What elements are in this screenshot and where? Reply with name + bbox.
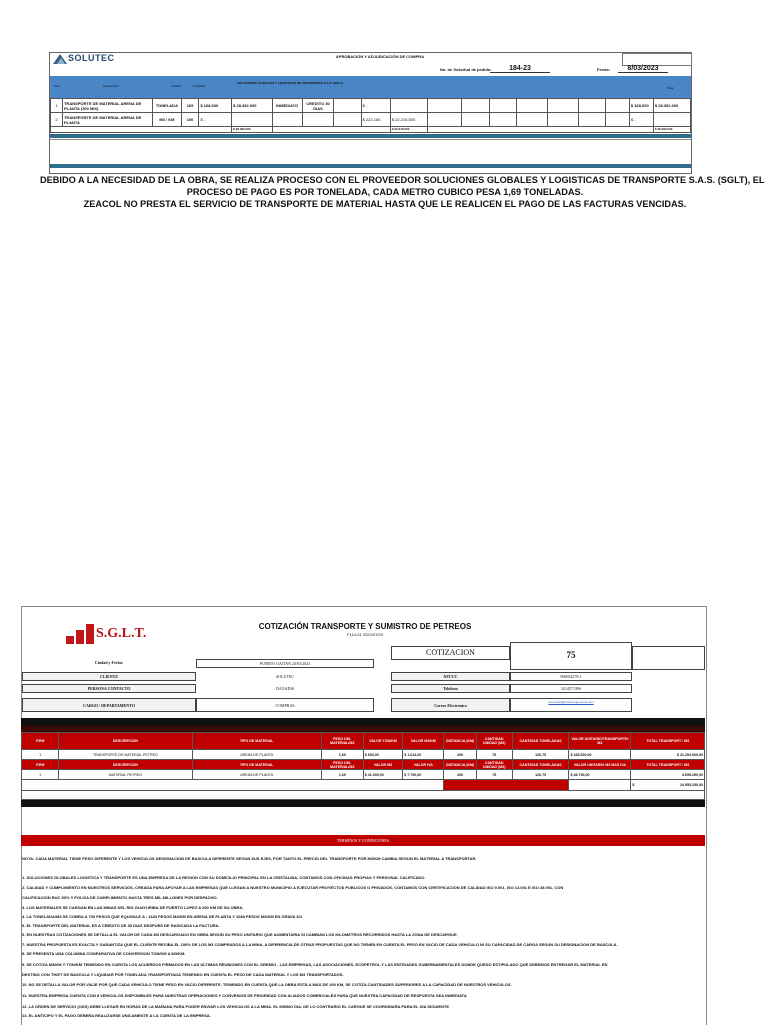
col-valor-m3: VALOR M3/KM <box>403 733 444 750</box>
table-row <box>51 99 691 113</box>
term-item: 3. LOS MATERIALES SE CARGAN EN LAS MINAS DEL RIO GUAYURIBA DE PUERTO LOPEZ A 200 KM DE SU OBRA. <box>22 905 244 910</box>
terms-title: TERMINOS Y CONDICIONES <box>336 838 390 843</box>
sglt-logo-text: S.G.L.T. <box>96 626 147 641</box>
cell-distancia: 200 <box>444 750 476 760</box>
col2-total: TOTAL TRANSPORT / M3 <box>631 760 705 770</box>
sglt-logo-icon <box>66 622 94 644</box>
quotation-title: COTIZACIÓN TRANSPORTE Y SUMISTRO DE PETREOS <box>258 622 472 631</box>
col-tipo-material: TIPO DE MATERIAL <box>192 733 321 750</box>
quotation-subtitle: F114-01 2022/07/29 <box>347 632 383 637</box>
info-value-contact: DAGADIS <box>276 686 294 691</box>
description-cell: TRANSPORTE DE MATERIAL ARENA DE PLANTA (300 MIX) <box>62 99 152 113</box>
cell2-distancia: 200 <box>444 770 476 780</box>
cell2-valor-iva: $ 7.790,00 <box>403 770 444 780</box>
quotation-number: 75 <box>566 650 576 660</box>
col2-cantidad-ton: CANTIDAD TONELADAS <box>512 760 569 770</box>
term-item: 2. CALIDAD Y CUMPLIMIENTO EN NUESTROS SERVICIOS, CREADA PARA APOYAR A LAS EMPRESAS QUE LLEGAN A NUESTRO MUNICIPIO A EJECUTAR PROYECTOS PUBLICOS O PRIVADOS, CONTAMOS CON CERTIFICACION DE CALIDAD ISO 9.001, ISO 14.001 E ISO 45.001, CON <box>22 885 564 890</box>
col-descripcion: DESCRIPCION <box>59 733 192 750</box>
term-item: 8. SE PRESENTA UNA COLUMNA COMPARATIVA DE CONVERSION TON/KM A M3/KM. <box>22 951 186 956</box>
cell-valor-m3: $ 1.014,00 <box>403 750 444 760</box>
doc1-section-bar-2 <box>50 164 691 168</box>
table-row <box>51 113 691 127</box>
solutec-logo-icon <box>53 54 67 64</box>
sglt-logo <box>66 618 176 648</box>
terms-note: NOTA: CADA MATERIAL TIENE PESO DIFERENTE Y LOS VEHICULOS DESIGNACION DE BASCULA DIFERENTE SEGUN SUS EJES, POR TANTO EL PRECIO DEL TRANSPORTE POR M3/KM CAMBIA SEGUN EL MATERIAL A TRANSPORTAR. <box>22 856 477 861</box>
total-price-3-cell: $ 28.392.000 <box>653 99 690 113</box>
col-valor-ton: VALOR TON/KM <box>363 733 403 750</box>
unit-cell: M3 / KM <box>153 113 182 127</box>
delivery-cell: INMEDIATO <box>272 99 302 113</box>
cell-valor-unitario: $ 168.000,00 <box>569 750 631 760</box>
col2-valor-iva: VALOR IVA <box>403 760 444 770</box>
payment-cell: CREDITO 30 DIAS <box>302 99 333 113</box>
nit-value: 900054278-1 <box>560 674 582 679</box>
col2-descripcion: DESCRIPCION <box>59 760 192 770</box>
cell2-item: 1 <box>22 770 59 780</box>
info-label-client: CLIENTE <box>99 674 118 679</box>
cell2-total: 3.659.250,00 <box>631 770 705 780</box>
header-total: Total <box>666 86 674 90</box>
cell-total: $ 21.294.000,00 <box>631 750 705 760</box>
unit-price-2-cell: $ - <box>361 99 390 113</box>
grand-total-row <box>22 780 705 791</box>
col2-distancia: DISTANCIA (KM) <box>444 760 476 770</box>
cell-tipo-material: ARENA DE PLANTA <box>192 750 321 760</box>
term-item: CALIFICACION RUC 90% Y POLIZA DE CUMPLIMIENTO HASTA TRES MIL MILLONES POR DESPACHO. <box>22 895 218 900</box>
material-table-header <box>22 760 705 770</box>
unit-price-cell: $ 168.000 <box>199 99 232 113</box>
cell-cantidad-ton: 126,75 <box>512 750 569 760</box>
header-cantidad: Cantidad <box>192 84 205 88</box>
term-item: 6. EN NUESTRAS COTIZACIONES SE DETALLA EL VALOR DE CADA M3 DESCARGADO EN OBRA SEGÚN SU PESO UNITARIO QUE AUMENTARIA SI CAMBIAN LOS KILOMETROS RECORRIDOS HASTA LA ZONA DE DESCARGUE. <box>22 932 458 937</box>
unit-cell: TONELADA <box>153 99 182 113</box>
info-label-city: Ciudad y Fecha: <box>94 660 124 665</box>
doc1-title: APROBACIÓN Y ADJUDICACIÓN DE COMPRA <box>335 54 425 59</box>
col2-item: ITEM <box>22 760 59 770</box>
totals-3-cell: $ 28.392.000 <box>653 127 690 133</box>
term-item: 10. NO SE DETALLA VALOR POR VIAJE POR QUE CADA VEHICULO TIENE PESO EN VACIO DIFERENTE, TENIENDO EN CUENTA QUE LA OBRA ESTA A MAS DE 100 KM, SE COTIZA CANTIDADES SUPERIORES A LA CAPACIDAD DE NUESTROS VEHICULOS. <box>22 982 512 987</box>
total-price-2-cell: $ 22.216.500 <box>390 113 427 127</box>
totals-cell: $ 28.392.000 <box>232 127 272 133</box>
unit-price-3-cell: $ 168.000 <box>629 99 653 113</box>
col2-peso: PESO DEL MATERIAL/M3 <box>321 760 363 770</box>
transport-table-header <box>22 733 705 750</box>
description-cell: TRANSPORTE DE MATERIAL ARENA DE PLANTA <box>62 113 152 127</box>
col2-tipo-material: TIPO DE MATERIAL <box>192 760 321 770</box>
item-cell: 1 <box>51 99 63 113</box>
item-cell: 2 <box>51 113 63 127</box>
cell2-valor-unitario: $ 48.790,00 <box>569 770 631 780</box>
cell-valor-ton: $ 600,00 <box>363 750 403 760</box>
order-label: No. de Solicitud de pedido: <box>440 67 492 72</box>
info-value-dept: COMPRAS <box>275 703 295 708</box>
header-proveedor: SOLUCIONES GLOBALES Y LOGISTICAS DE TRANSPORTE S.A.S. (SGLT) <box>237 81 343 85</box>
order-number: 184-23 <box>490 65 550 73</box>
cell2-descripcion: MATERIAL PETREO <box>59 770 192 780</box>
info-label-contact: PERSONA CONTACTO <box>87 686 131 691</box>
quantity-cell: 169 <box>181 99 199 113</box>
notice-line-2: PROCESO DE PAGO ES POR TONELADA, CADA METRO CUBICO PESA 1,69 TONELADAS. <box>186 187 584 197</box>
notice-line-3: ZEACOL NO PRESTA EL SERVICIO DE TRANSPORTE DE MATERIAL HASTA QUE LE REALICEN EL PAGO DE LAS FACTURAS VENCIDAS. <box>83 199 687 209</box>
total-price-cell <box>232 113 272 127</box>
cell2-cantidad-m3: 75 <box>476 770 512 780</box>
cell2-tipo-material: ARENA DE PLANTA <box>192 770 321 780</box>
quotation-meta-box <box>632 646 705 670</box>
empty-row <box>22 791 705 800</box>
divider-bar-top <box>21 718 705 726</box>
cell-item: 1 <box>22 750 59 760</box>
term-item: 1. SOLUCIONES GLOBALES LOGISTICA Y TRANSPORTE ES UNA EMPRESA DE LA REGION CON SU DOMICILIO PRINCIPAL EN LA CRISTALINA, CONTAMOS CON OFICINAS PROPIAS Y PERSONAL CALIFICADO. <box>22 875 426 880</box>
unit-price-2-cell: $ 222.165 <box>361 113 390 127</box>
term-item: DESTINO CON TIKET DE BASCULA Y LIQUIDAR POR TONELADA TRANSPORTADA TENIENDO EN CUENTA EL PESO DE CADA MATERIAL Y LOS M3 TRANSPORTADOS. <box>22 972 344 977</box>
table-row <box>22 750 705 760</box>
total-price-cell: $ 28.392.000 <box>232 99 272 113</box>
term-item: 4. LA TONELADA/M3 SE COBRA A 700 PESOS QUE EQUIVALE A : 1183 PESOS M3/KM EN ARENA DE PLANTA Y 1088 PESOS M3/KM EN GRAVA 3/4 <box>22 914 302 919</box>
col2-cantidad-m3: CANTIDAD UNIDAD (M3) <box>476 760 512 770</box>
solutec-logo-text: SOLUTEC <box>68 53 115 63</box>
term-item: 13. EL ANTICIPO Y EL PAGO DEBERA REALIZARSE UNICAMENTE A LA CUENTA DE LA EMPRESA. <box>22 1013 211 1018</box>
grand-total-cell: $ 24.953.250,00 <box>631 780 705 791</box>
nit-label: NIT/CC <box>443 674 458 679</box>
col2-valor-m3: VALOR M3 <box>363 760 403 770</box>
term-item: 9. SE COTIZA M3/KM Y TON/KM TENIENDO EN CUENTA LOS ACUERDOS FIRMADOS EN LAS ULTIMAS REUNIONES CON EL GREMIO , LAS EMPRESAS, LAS ASOCIACIONES, ECOPETROL Y LAS ENTIDADES GUBERNAMENTALES DONDE QUEDO ESTIPULADO QUE DEBEMOS ENTREGAR EL MATERIAL EN <box>22 962 608 967</box>
quotation-label: COTIZACION <box>426 648 475 657</box>
grand-total: 24.953.250,00 <box>680 783 703 787</box>
term-item: 5. EL TRANSPORTE DEL MATERIAL ES A CREDITO DE 30 DIAS DESPUES DE RADICADA LA FACTURA. <box>22 923 220 928</box>
term-item: 11. NUESTRA EMPRESA CUENTA CON 8 VEHICULOS DISPONIBLES PARA NUESTRAS OPERACIONES Y CONVENIOS DE PRIORIDAD CON ALIADOS COMERCIALES PARA QUE NUESTRA CAPACIDAD DE RESPUESTA SEA INMEDIATA <box>22 993 467 998</box>
email-label: Correo Electronico <box>434 703 467 708</box>
transport-table <box>21 732 705 800</box>
doc1-items-table <box>50 98 691 133</box>
info-value-city: PUERTO GAITAN 24/03/2023 <box>259 661 311 666</box>
phone-label: Telefono <box>443 686 458 691</box>
divider-bar-middle <box>21 800 705 807</box>
totals-2-cell: $ 22.216.500 <box>390 127 427 133</box>
cell2-valor-m3: $ 41.000,00 <box>363 770 403 780</box>
cell-cantidad-m3: 75 <box>476 750 512 760</box>
cell2-cantidad-ton: 126,75 <box>512 770 569 780</box>
doc1-signature-area <box>50 139 691 165</box>
col-cantidad-ton: CANTIDAD TONELADAS <box>512 733 569 750</box>
col-valor-unitario: VALOR UNITARIO/TRANSPORTE/ M3 <box>569 733 631 750</box>
header-item: Item <box>54 84 60 88</box>
col-distancia: DISTANCIA (KM) <box>444 733 476 750</box>
date-label: Fecha: <box>597 67 610 72</box>
doc1-section-bar <box>50 134 691 138</box>
unit-price-3-cell: $ - <box>629 113 653 127</box>
totals-row <box>51 127 691 133</box>
col-cantidad-m3: CANTIDAD UNIDAD (M3) <box>476 733 512 750</box>
cell-descripcion: TRANSPORTE DE MATERIAL PETREO <box>59 750 192 760</box>
col-total: TOTAL TRANSPORT / M3 <box>631 733 705 750</box>
term-item: 12. LA ORDEN DE SERVICIO (ODS) DEBE LLEGAR EN HORAS DE LA MAÑANA PARA PODER ENVIAR LOS VEHICULOS A LA MINA. EL MISMO DIA, DE LO CONTRARIO EL CARGUE SE COORDINARA PARA EL DIA SIGUIENTE <box>22 1004 449 1009</box>
solutec-logo <box>53 53 123 65</box>
unit-price-cell: $ - <box>199 113 232 127</box>
info-label-dept: CARGO / DEPARTAMENTO <box>83 703 135 708</box>
table-row <box>22 770 705 780</box>
email-link[interactable]: dcompras@solutecingenieria.com <box>548 700 594 704</box>
col2-valor-unitario: VALOR UNITARIO M3 MAS IVA <box>569 760 631 770</box>
quantity-cell: 100 <box>181 113 199 127</box>
header-descripcion: Descripción <box>103 84 119 88</box>
term-item: 7. NUESTRA PROPUESTA ES EXACTA Y GARANTIZA QUE EL CLIENTE RECIBA EL 100% DE LOS M3 COMPRADOS A LA MINA, A DIFERENCIA DE OTRAS PROPUESTAS QUE NO TIENEN EN CUENTA EL PESO EN VACIO DE CADA VEHICULO NI SU CAPACIDAD DE CARGA SEGUN SU DESIGNACION DE BASCULA. <box>22 942 618 947</box>
cell2-peso: 1,69 <box>321 770 363 780</box>
total-price-2-cell <box>390 99 427 113</box>
notice-line-1: DEBIDO A LA NECESIDAD DE LA OBRA, SE REALIZA PROCESO CON EL PROVEEDOR SOLUCIONES GLOBALES Y LOGISTICAS DE TRANSPORTE S.A.S. (SGLT), EL <box>40 175 765 185</box>
info-value-client: SOLUTEC <box>276 674 294 679</box>
col-peso: PESO DEL MATERIAL/M3 <box>321 733 363 750</box>
header-unidad: Unidad <box>171 84 181 88</box>
cell-peso: 1,69 <box>321 750 363 760</box>
order-date: 8/03/2023 <box>618 65 668 73</box>
total-price-3-cell <box>653 113 690 127</box>
phone-value: 3214571396 <box>561 686 581 691</box>
col-item: ITEM <box>22 733 59 750</box>
